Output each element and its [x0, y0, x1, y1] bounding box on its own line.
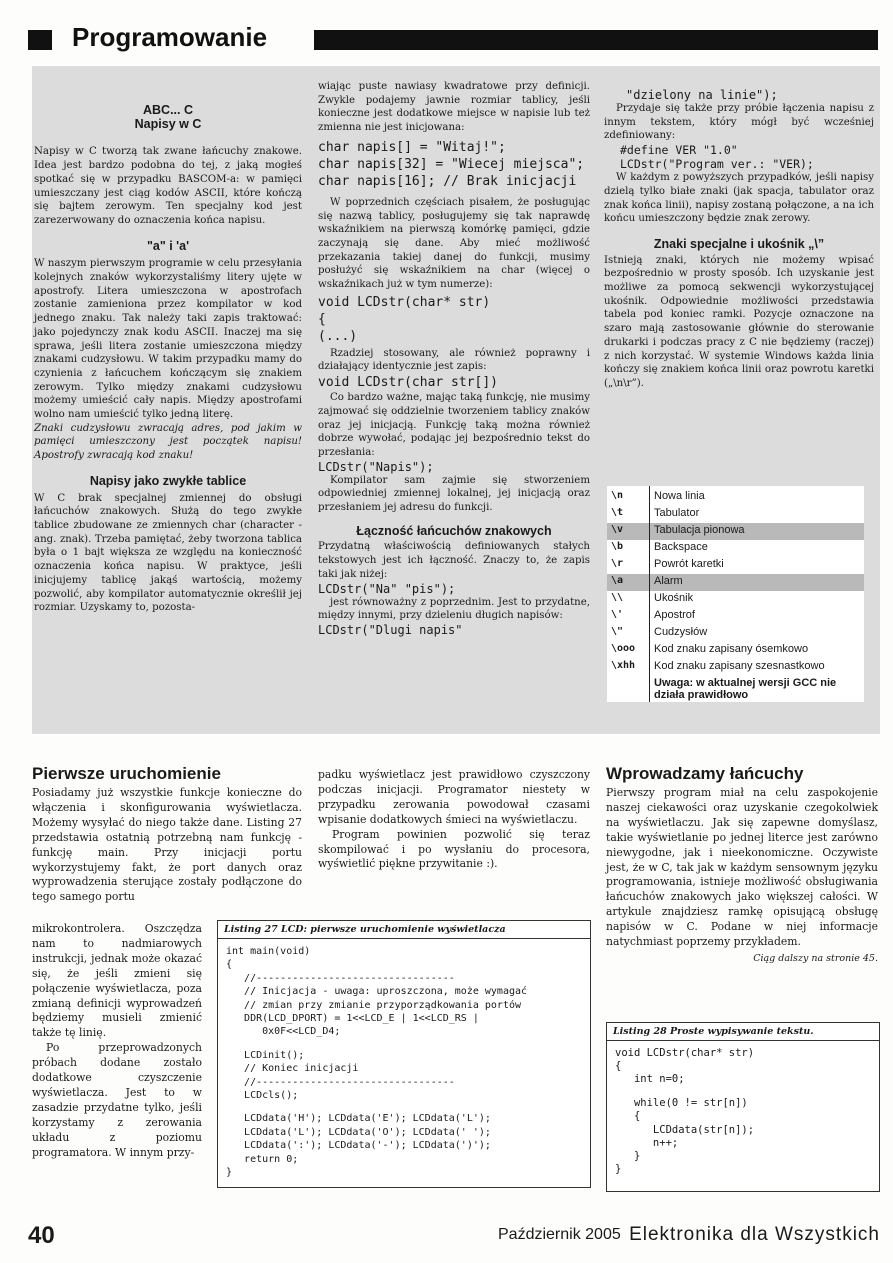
- code-line: {: [226, 959, 233, 971]
- listing-code: [218, 939, 590, 1186]
- code-line: LCDstr("Na" "pis");: [318, 581, 456, 596]
- escape-sequence: \a: [607, 574, 650, 591]
- code-block: [620, 143, 874, 171]
- code-line: LCDdata('L'); LCDdata('O'); LCDdata(' ');: [226, 1126, 491, 1138]
- main-column-3: [606, 764, 878, 784]
- escape-row: [607, 574, 864, 591]
- escape-sequence: \r: [607, 557, 650, 574]
- code-line: {: [615, 1060, 622, 1073]
- header-square-icon: [28, 30, 52, 50]
- sidebar-subheading: Znaki specjalne i ukośnik „\”: [653, 236, 825, 251]
- listing-code: [607, 1041, 879, 1182]
- escape-meaning: Tabulacja pionowa: [650, 523, 865, 540]
- sidebar-title-2: Napisy w C: [134, 116, 202, 131]
- main-column-1-text-top: [32, 786, 302, 905]
- code-line: #define VER "1.0": [620, 143, 738, 158]
- code-line: int main(void): [226, 946, 311, 957]
- sidebar-subheading: "a" i 'a': [146, 238, 190, 253]
- section-header: [28, 24, 878, 54]
- escape-meaning: Kod znaku zapisany ósemkowo: [654, 643, 809, 655]
- escape-meaning: Nowa linia: [654, 490, 705, 502]
- escape-sequence: \t: [607, 506, 650, 523]
- continued-note: Ciąg dalszy na stronie 45.: [753, 952, 878, 964]
- escape-row: [607, 523, 864, 540]
- sidebar-paragraph: Przydatną właściwością definiowanych stałych tekstowych jest ich łączność. Znaczy to, że zapis taki jak niżej:: [318, 541, 590, 580]
- article-paragraph: Program powinien pozwolić się teraz skompilować i po wysłaniu do procesora, wyświetlić piękne przywitanie :).: [318, 827, 590, 871]
- escape-row: [607, 659, 864, 676]
- sidebar-paragraph: W C brak specjalnej zmiennej do obsługi łańcuchów znakowych. Służą do tego zwykłe tablice zbudowane ze zmiennych char (character - ang. znak). Trzeba pamiętać, żeby tworzona tablica była o 1 bajt większa ze względu na konieczność oznaczenia końca napisu. W praktyce, jeśli inicjujemy tablicę jakąś wartością, możemy pozwolić, aby kompilator automatycznie określił jej rozmiar. Uzyskamy to, pozosta-: [34, 492, 302, 614]
- code-block: [318, 294, 590, 345]
- listing-caption: Listing 28 Proste wypisywanie tekstu.: [607, 1023, 879, 1041]
- code-line: return 0;: [226, 1153, 299, 1165]
- code-line: //---------------------------------: [226, 1076, 455, 1088]
- escape-meaning: Cudzysłów: [654, 626, 708, 638]
- code-line: int n=0;: [615, 1073, 685, 1086]
- main-column-2: [318, 768, 590, 872]
- code-line: "dzielony na linie");: [626, 88, 778, 102]
- article-paragraph: Po przeprowadzonych próbach dodane zostało dodatkowe czyszczenie wyświetlacza. Jest to w zasadzie przydatne tylko, jeśli korzystamy z zerowania układu z poziomu programatora. W innym przy-: [32, 1041, 202, 1159]
- sidebar-paragraph: wiając puste nawiasy kwadratowe przy definicji. Zwykle podajemy jawnie rozmiar tablicy, jeśli konieczne jest dodatkowe miejsce w napisie lub też zmienna nie jest inicjowana:: [318, 81, 590, 134]
- escape-meaning: Ukośnik: [654, 592, 694, 604]
- code-line: LCDstr("Dlugi napis": [318, 622, 463, 637]
- sidebar-column-3: [604, 88, 874, 391]
- code-line: {: [318, 311, 326, 327]
- header-bar: [314, 30, 878, 50]
- sidebar-title-1: ABC... C: [143, 103, 193, 117]
- code-line: char napis[] = "Witaj!";: [318, 139, 506, 155]
- code-line: }: [615, 1163, 622, 1176]
- section-title: Programowanie: [72, 22, 268, 52]
- sidebar-paragraph: Przydaje się także przy próbie łączenia napisu z innym tekstem, który mógł być wcześniej zdefiniowany:: [604, 103, 874, 142]
- issue-date: Październik 2005: [498, 1226, 621, 1243]
- escape-meaning: Powrót karetki: [654, 558, 724, 570]
- sidebar-paragraph: W naszym pierwszym programie w celu przesyłania kolejnych znaków wykorzystaliśmy litery ujęte w apostrofy. Litera umieszczona w apostrofach zostanie zamieniona przez kompilator w kod jednego znaku. Tak należy taki zapis traktować: jako pojedynczy znak kodu ASCII. Inaczej ma się sprawa, jeśli litera zostanie umieszczona między znakami cudzysłowu. W takim przypadku mamy do czynienia z łańcuchem kończącym się znakiem zerowym. Tylko między znakami cudzysłowu możemy umieścić cały napis. Między apostrofami wolno nam umieścić tylko jedną literę.: [34, 258, 302, 421]
- escape-sequence: \b: [607, 540, 650, 557]
- sidebar-column-1: [34, 104, 302, 615]
- listing-caption: Listing 27 LCD: pierwsze uruchomienie wyświetlacza: [218, 921, 590, 939]
- code-line: void LCDstr(char str[]): [318, 375, 499, 391]
- code-line: DDR(LCD_DPORT) = 1<<LCD_E | 1<<LCD_RS |: [226, 1013, 479, 1025]
- magazine-name: Elektronika dla Wszystkich: [629, 1224, 880, 1245]
- sidebar-paragraph: Rzadziej stosowany, ale również poprawny i działający identycznie jest zapis:: [318, 347, 590, 373]
- code-line: (...): [318, 328, 358, 344]
- sidebar-subheading: Łączność łańcuchów znakowych: [356, 523, 552, 538]
- escape-row: [607, 608, 864, 625]
- sidebar-paragraph: Co bardzo ważne, mając taką funkcję, nie musimy zajmować się oddzielnie tworzeniem tablicy znaków oraz jej inicjacją. Funkcję taką można również dobrze wywołać, podając jej bezpośrednio tekst do przesłania:: [318, 392, 590, 458]
- escape-row: [607, 591, 864, 608]
- code-line: while(0 != str[n]): [615, 1097, 748, 1110]
- escape-meaning: Tabulator: [654, 507, 700, 519]
- code-line: [226, 1102, 582, 1112]
- escape-meaning: Apostrof: [654, 609, 695, 621]
- main-column-3-text: [606, 786, 878, 967]
- code-line: void LCDstr(char* str): [615, 1047, 755, 1059]
- code-line: {: [615, 1110, 641, 1123]
- escape-row: [607, 557, 864, 574]
- escape-sequence: \v: [607, 523, 650, 540]
- sidebar-column-2: [318, 80, 590, 637]
- escape-sequence: \n: [607, 486, 650, 506]
- escape-meaning: Kod znaku zapisany szesnastkowo: [654, 660, 825, 672]
- code-line: LCDdata(str[n]);: [615, 1123, 755, 1136]
- escape-row: [607, 540, 864, 557]
- article-paragraph: Pierwszy program miał na celu zaspokojenie naszej ciekawości oraz uzyskanie czegokolwiek na wyświetlaczu. Jak się zapewne domyślasz, takie wyświetlanie po jednej literce jest zarówno niewygodne, jak i nieekonomiczne. Oczywiste jest, że w C, tak jak w każdym sensownym języku programowania, istnieje możliwość obsługiwania łańcuchów znakowych jako większej całości. W artykule znajdziesz ramkę opisującą obsługę napisów w C. Podane w niej informacje natychmiast poprzemy przykładem.: [606, 786, 878, 949]
- article-paragraph: padku wyświetlacz jest prawidłowo czyszczony podczas inicjacji. Programator niestety w przypadku zerowania powodował czasami wpisanie dodatkowych śmieci na wyświetlaczu.: [318, 768, 590, 826]
- escape-row: [607, 676, 864, 702]
- section-heading: Pierwsze uruchomienie: [32, 764, 221, 783]
- code-line: LCDinit();: [226, 1049, 305, 1061]
- escape-meaning: Uwaga: w aktualnej wersji GCC nie działa prawidłowo: [654, 677, 837, 701]
- escape-row: [607, 486, 864, 506]
- section-heading: Wprowadzamy łańcuchy: [606, 764, 804, 783]
- escape-sequence: \ooo: [607, 642, 650, 659]
- article-paragraph: Posiadamy już wszystkie funkcje konieczne do włączenia i skonfigurowania wyświetlacza. Możemy wysyłać do niego także dane. Listing 27 przedstawia ostatnią potrzebną nam funkcję - funkcję main. Przy inicjacji portu wykorzystujemy fakt, że port danych oraz wyprowadzenia sterujące zostały podłączone do tego samego portu: [32, 786, 302, 904]
- escape-meaning: Alarm: [650, 574, 865, 591]
- code-line: // Koniec inicjacji: [226, 1063, 359, 1075]
- escape-sequence: \\: [607, 591, 650, 608]
- code-line: [226, 1039, 582, 1049]
- page-number: 40: [28, 1222, 55, 1249]
- escape-row: [607, 506, 864, 523]
- code-line: void LCDstr(char* str): [318, 294, 491, 310]
- code-line: //---------------------------------: [226, 972, 455, 984]
- escape-sequence: \xhh: [607, 659, 650, 676]
- escape-sequences-table: [607, 486, 864, 702]
- code-line: LCDcls();: [226, 1090, 299, 1102]
- code-line: [615, 1087, 871, 1098]
- code-line: LCDstr("Program ver.: "VER);: [620, 157, 814, 172]
- sidebar-paragraph: Napisy w C tworzą tak zwane łańcuchy znakowe. Idea jest bardzo podobna do tej, z jaką mogłeś spotkać się w przypadku BASCOM-a: w pamięci umieszczany jest ciąg kodów ASCII, które kończą się bajtem zerowym. Ten specjalny kod jest zarezerwowany do oznaczenia końca napisu.: [34, 146, 302, 226]
- main-column-1-text-bottom: [32, 922, 202, 1161]
- code-line: n++;: [615, 1136, 679, 1149]
- main-column-1: [32, 764, 302, 784]
- code-line: char napis[16]; // Brak inicjacji: [318, 173, 577, 189]
- listing-28: [606, 1022, 880, 1192]
- listing-27: [217, 920, 591, 1188]
- code-line: }: [615, 1149, 641, 1162]
- sidebar-italic-note: Znaki cudzysłowu zwracają adres, pod jakim w pamięci umieszczony jest początek napisu! Apostrofy zwracają kod znaku!: [34, 422, 302, 462]
- page-footer: [28, 1222, 880, 1248]
- code-block: [318, 139, 590, 190]
- code-line: }: [226, 1167, 233, 1179]
- sidebar-subheading: Napisy jako zwykłe tablice: [89, 473, 247, 488]
- escape-sequence: \': [607, 608, 650, 625]
- escape-row: [607, 625, 864, 642]
- code-line: 0x0F<<LCD_D4;: [226, 1026, 341, 1038]
- escape-sequence: \": [607, 625, 650, 642]
- code-line: // zmian przy zmianie przyporządkowania portów: [226, 999, 522, 1011]
- code-line: LCDdata(':'); LCDdata('-'); LCDdata(')');: [226, 1140, 491, 1152]
- code-line: LCDstr("Napis");: [318, 459, 434, 474]
- escape-meaning: Backspace: [654, 541, 708, 553]
- sidebar-paragraph: jest równoważny z poprzednim. Jest to przydatne, między innymi, przy dzieleniu długich napisów:: [318, 596, 590, 622]
- article-paragraph: mikrokontrolera. Oszczędza nam to nadmiarowych instrukcji, jednak może okazać się, że jeśli zmieni się połączenie wyświetlacza, poza zmianą definicji wyprowadzeń będziemy musieli zmienić także tę linię.: [32, 922, 202, 1040]
- escape-sequence: [607, 676, 650, 702]
- sidebar-paragraph: W każdym z powyższych przypadków, jeśli napisy dzielą tylko białe znaki (jak spacja, tabulator oraz znak końca linii), napisy zostaną połączone, a na ich końcu umieszczony będzie znak zerowy.: [604, 172, 874, 225]
- sidebar-paragraph: W poprzednich częściach pisałem, że posługując się nazwą tablicy, posługujemy się tak naprawdę wskaźnikiem na pierwszą komórkę pamięci, gdzie zaczynają się dane. Aby mieć możliwość przekazania takiej danej do funkcji, musimy posłużyć się wskaźnikiem na char (więcej o wskaźnikach już w tym numerze):: [318, 196, 590, 291]
- escape-row: [607, 642, 864, 659]
- sidebar-paragraph: Kompilator sam zajmie się stworzeniem odpowiedniej zmiennej lokalnej, jej inicjacją oraz przesłaniem jej adresu do funkcji.: [318, 474, 590, 514]
- code-line: // Inicjacja - uwaga: uproszczona, może wymagać: [226, 986, 528, 998]
- code-line: LCDdata('H'); LCDdata('E'); LCDdata('L');: [226, 1113, 491, 1125]
- sidebar-paragraph: Istnieją znaki, których nie możemy wpisać bezpośrednio w prosty sposób. Ich uzyskanie jest możliwe za pomocą sekwencji wykorzystującej ukośnik. Odpowiednie możliwości przedstawia tabela pod koniec ramki. Pozycje oznaczone na szaro mają zastosowanie głównie do sterowanie drukarki i podczas pracy z C nie będziemy (raczej) z nich korzystać. W systemie Windows każda linia kończy się znakiem końca linii oraz powrotu karetki („\n\r”).: [604, 254, 874, 389]
- code-line: char napis[32] = "Wiecej miejsca";: [318, 156, 585, 172]
